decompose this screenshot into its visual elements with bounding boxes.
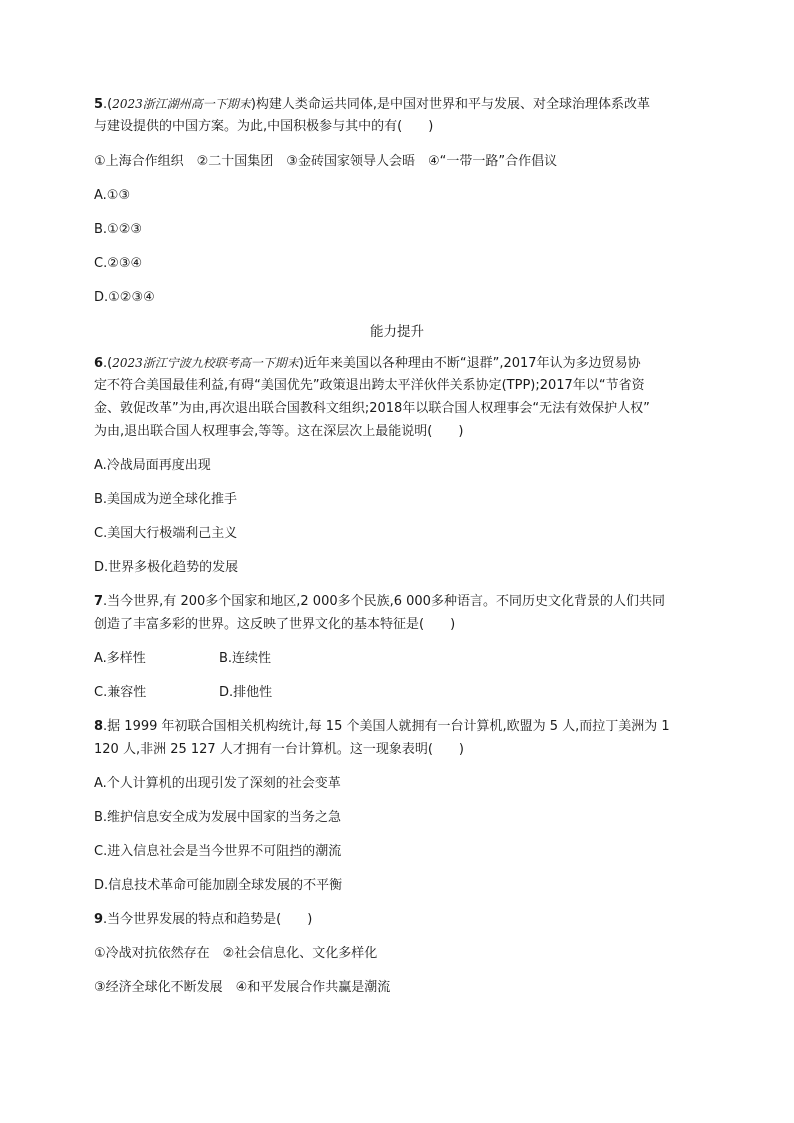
section-title: 能力提升	[370, 324, 424, 340]
q7-options-row1	[94, 651, 272, 667]
q6-line1	[94, 355, 641, 372]
q7-line1	[94, 594, 665, 610]
q5-line2: 与建设提供的中国方案。为此,中国积极参与其中的有( )	[94, 119, 434, 134]
q5-line1	[94, 96, 650, 113]
q9-stem-part1: .当今世界发展的特点和趋势是( )	[103, 912, 313, 927]
q7-option-c: C.兼容性	[94, 685, 147, 700]
q9-items-row1: ①冷战对抗依然存在 ②社会信息化、文化多样化	[94, 946, 378, 961]
q5-number: 5	[94, 97, 104, 112]
q6-source: 2023浙江宁波九校联考高一下期末	[112, 356, 299, 370]
q6-src-open: .(	[103, 356, 113, 371]
q6-line2: 定不符合美国最佳利益,有碍“美国优先”政策退出跨太平洋伙伴关系协定(TPP);2017年以“节省资	[94, 378, 645, 393]
q5-src-open: .(	[103, 97, 113, 112]
q9-items-row2: ③经济全球化不断发展 ④和平发展合作共赢是潮流	[94, 980, 391, 995]
q8-number: 8	[94, 719, 104, 734]
q6-option-b: B.美国成为逆全球化推手	[94, 492, 238, 507]
q5-stem-part1: )构建人类命运共同体,是中国对世界和平与发展、对全球治理体系改革	[250, 97, 651, 112]
q7-options-row2	[94, 685, 273, 701]
q6-option-c: C.美国大行极端利己主义	[94, 526, 238, 541]
q8-option-b: B.维护信息安全成为发展中国家的当务之急	[94, 810, 342, 825]
q6-number: 6	[94, 356, 104, 371]
q5-items: ①上海合作组织 ②二十国集团 ③金砖国家领导人会晤 ④“一带一路”合作倡议	[94, 154, 558, 169]
q7-number: 7	[94, 594, 104, 609]
q9-number: 9	[94, 912, 104, 927]
q6-line4: 为由,退出联合国人权理事会,等等。这在深层次上最能说明( )	[94, 424, 464, 439]
q5-option-d: D.①②③④	[94, 290, 155, 305]
q8-option-d: D.信息技术革命可能加剧全球发展的不平衡	[94, 878, 343, 893]
q7-line2: 创造了丰富多彩的世界。这反映了世界文化的基本特征是( )	[94, 617, 456, 632]
q5-option-a: A.①③	[94, 188, 131, 203]
q5-option-c: C.②③④	[94, 256, 143, 271]
q7-option-a: A.多样性	[94, 651, 146, 666]
q5-source: 2023浙江湖州高一下期末	[112, 97, 251, 111]
q6-option-d: D.世界多极化趋势的发展	[94, 560, 239, 575]
q5-option-b: B.①②③	[94, 222, 143, 237]
q8-line2: 120 人,非洲 25 127 人才拥有一台计算机。这一现象表明( )	[94, 742, 464, 757]
q8-option-a: A.个人计算机的出现引发了深刻的社会变革	[94, 776, 341, 791]
q9-line1	[94, 912, 312, 928]
q7-option-b: B.连续性	[219, 651, 272, 666]
q8-line1	[94, 719, 670, 735]
q7-option-d: D.排他性	[219, 685, 273, 700]
q8-stem-part1: .据 1999 年初联合国相关机构统计,每 15 个美国人就拥有一台计算机,欧盟为 5 人,而拉丁美洲为 1	[103, 719, 670, 734]
q6-option-a: A.冷战局面再度出现	[94, 458, 211, 473]
q8-option-c: C.进入信息社会是当今世界不可阻挡的潮流	[94, 844, 342, 859]
q7-stem-part1: .当今世界,有 200多个国家和地区,2 000多个民族,6 000多种语言。不同历史文化背景的人们共同	[103, 594, 665, 609]
q6-stem-part1: )近年来美国以各种理由不断“退群”,2017年认为多边贸易协	[298, 356, 641, 371]
q6-line3: 金、敦促改革”为由,再次退出联合国教科文组织;2018年以联合国人权理事会“无法有效保护人权”	[94, 401, 650, 416]
